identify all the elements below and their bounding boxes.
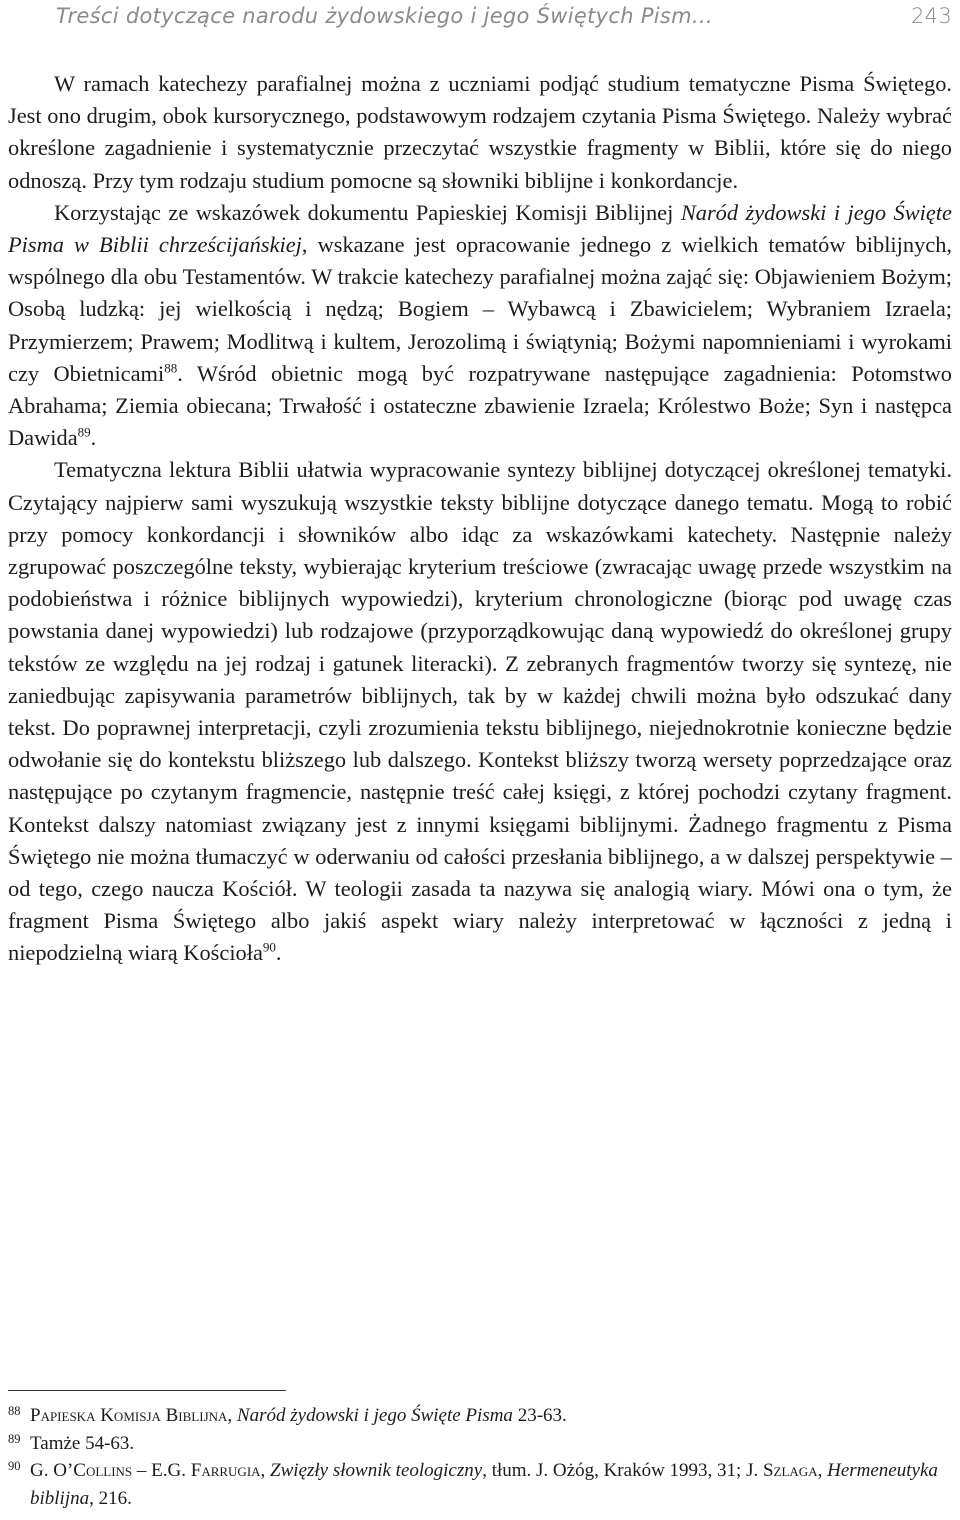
footnote-number: 89 [8, 1431, 21, 1446]
running-title: Treści dotyczące narodu żydowskiego i jego Świętych Pism... [56, 4, 713, 28]
footnote-title: Zwięzły słownik teologiczny [270, 1460, 483, 1481]
footnote-author: J. Szlaga [746, 1460, 818, 1481]
footnote-author: G. O’Collins [30, 1460, 133, 1481]
footnote-title: Naród żydowski i jego Święte Pisma [236, 1405, 513, 1426]
footnote-author: E.G. Farrugia [151, 1460, 261, 1481]
footnote-ref-90[interactable]: 90 [262, 940, 276, 956]
footnotes [8, 1402, 952, 1512]
paragraph-2: Korzystając ze wskazówek dokumentu Papieskiej Komisji Biblijnej Naród żydowski i jego Święte Pisma w Biblii chrześcijańskiej, wskazane jest opracowanie jednego z wielkich tematów biblijnych, wspólnego dla obu Testamentów. W trakcie katechezy parafialnej można zająć się: Objawieniem Bożym; Osobą ludzką: jej wielkością i nędzą; Bogiem – Wybawcą i Zbawicielem; Wybraniem Izraela; Przymierzem; Prawem; Modlitwą i kultem, Jerozolimą i świątynią; Bożymi napomnieniami i wyrokami czy Obietnicami$^{88}$. Wśród obietnic mogą być rozpatrywane następujące zagadnienia: Potomstwo Abrahama; Ziemia obiecana; Trwałość i ostateczne zbawienie Izraela; Królestwo Boże; Syn i następca Dawida$^{89}$. [8, 199, 952, 451]
page-number: 243 [911, 4, 952, 28]
main-text [8, 68, 952, 970]
footnote-ref-88[interactable]: 88 [164, 360, 178, 376]
document-title: Naród żydowski i jego Święte Pisma w Biblii chrześcijańskiej [8, 199, 952, 258]
footnote-89 [8, 1430, 952, 1458]
running-header [56, 4, 952, 34]
footnote-separator [8, 1390, 286, 1391]
footnote-90: 90 G. O’Collins – E.G. Farrugia, Zwięzły słownik teologiczny, tłum. J. Ożóg, Kraków 1993, 31; J. Szlaga, Hermeneutyka biblijna, 216. [8, 1457, 952, 1512]
paragraph-3: Tematyczna lektura Biblii ułatwia wypracowanie syntezy biblijnej dotyczącej określonej tematyki. Czytający najpierw sami wyszukują wszystkie teksty biblijne dotyczące danego tematu. Mogą to robić przy pomocy konkordancji i słowników albo idąc za wskazówkami katechety. Następnie należy zgrupować poszczególne teksty, wybierając kryterium treściowe (zwracając uwagę przede wszystkim na podobieństwa i różnice biblijnych wypowiedzi), kryterium chronologiczne (biorąc pod uwagę czas powstania danej wypowiedzi) lub rodzajowe (przyporządkowując daną wypowiedź do określonej grupy tekstów ze względu na jej rodzaj i gatunek literacki). Z zebranych fragmentów tworzy się syntezę, nie zaniedbując zapisywania parametrów biblijnych, tak by w każdej chwili można było odszukać dany tekst. Do poprawnej interpretacji, czyli zrozumienia tekstu biblijnego, niejednokrotnie konieczne będzie odwołanie się do kontekstu bliższego lub dalszego. Kontekst bliższy tworzą wersety poprzedzające oraz następujące po czytanym fragmencie, następnie treść całej księgi, z której pochodzi czytany fragment. Kontekst dalszy natomiast związany jest z innymi księgami biblijnymi. Żadnego fragmentu z Pisma Świętego nie można tłumaczyć w oderwaniu od całości przesłania biblijnego, a w dalszej perspektywie – od tego, czego naucza Kościół. W teologii zasada ta nazywa się analogią wiary. Mówi ona o tym, że fragment Pisma Świętego albo jakiś aspekt wiary należy interpretować w łączności z jedną i niepodzielną wiarą Kościoła$^{90}$. [8, 457, 952, 966]
footnote-number: 90 [8, 1459, 21, 1473]
footnote-88: 88 Papieska Komisja Biblijna, Naród żydowski i jego Święte Pisma 23-63. [8, 1402, 952, 1430]
footnote-author: Papieska Komisja Biblijna [30, 1405, 228, 1426]
footnote-number: 88 [8, 1404, 21, 1418]
paragraph-1: W ramach katechezy parafialnej można z uczniami podjąć studium tematyczne Pisma Świętego. Jest ono drugim, obok kursorycznego, podstawowym rodzajem czytania Pisma Świętego. Należy wybrać określone zagadnienie i systematycznie przeczytać wszystkie fragmenty w Biblii, które się do niego odnoszą. Przy tym rodzaju studium pomocne są słowniki biblijne i konkordancje. [8, 71, 952, 193]
footnote-ref-89[interactable]: 89 [77, 424, 91, 440]
footnote-title: Hermeneutyka biblijna [30, 1460, 938, 1509]
footnote-text: Tamże 54-63. [30, 1432, 135, 1454]
